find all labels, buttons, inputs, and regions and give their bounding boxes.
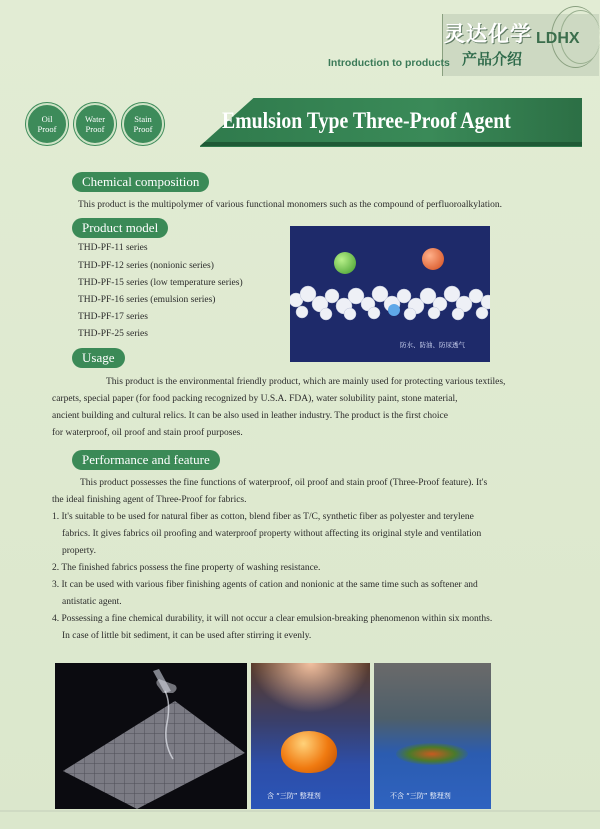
model-item: THD-PF-16 series (emulsion series) (78, 295, 216, 305)
title-underline (200, 146, 582, 147)
composition-text: This product is the multipolymer of various functional monomers such as the compound of perfluoroalkylation. (78, 200, 502, 210)
usage-line: ancient building and cultural relics. It can be also used in leather industry. The product is the first choice (52, 411, 448, 421)
stain-proof-badge: Stain Proof (122, 103, 164, 145)
performance-intro-line: the ideal finishing agent of Three-Proof for fabrics. (52, 495, 247, 505)
feature-point-cont: antistatic agent. (62, 597, 122, 607)
model-item: THD-PF-25 series (78, 329, 148, 339)
fabric-fiber-layer (290, 282, 490, 322)
model-item: THD-PF-12 series (nonionic series) (78, 261, 214, 271)
without-agent-photo (374, 663, 491, 809)
usage-line: carpets, special paper (for food packing recognized by U.S.A. FDA), water solubility paint, stone material, (52, 394, 458, 404)
feature-point-cont: fabrics. It gives fabrics oil proofing and waterproof property without affecting its original style and ventilation (62, 529, 482, 539)
footer-divider (0, 810, 600, 812)
section-title-cn: 产品介绍 (462, 50, 523, 68)
model-item: THD-PF-15 series (low temperature series) (78, 278, 243, 288)
absorbed-droplet-icon (388, 304, 400, 316)
usage-heading: Usage (72, 348, 125, 368)
water-proof-badge: Water Proof (74, 103, 116, 145)
composition-heading: Chemical composition (72, 172, 209, 192)
company-name-cn: 灵达化学 (444, 22, 532, 46)
without-agent-caption: 不含 “三防” 整理剂 (390, 792, 451, 800)
performance-heading: Performance and feature (72, 450, 220, 470)
feature-point: 2. The finished fabrics possess the fine property of washing resistance. (52, 563, 321, 573)
repellency-diagram-image (290, 226, 490, 362)
model-item: THD-PF-17 series (78, 312, 148, 322)
with-agent-photo (251, 663, 370, 809)
fabric-pour-photo (55, 663, 247, 809)
feature-point: 1. It's suitable to be used for natural fiber as cotton, blend fiber as T/C, synthetic fiber as polyester and terylene (52, 512, 474, 522)
oil-droplet-icon (334, 252, 356, 274)
oil-proof-badge: Oil Proof (26, 103, 68, 145)
section-title-en: Introduction to products (328, 57, 450, 69)
feature-point-cont: property. (62, 546, 96, 556)
usage-line: for waterproof, oil proof and stain proof purposes. (52, 428, 243, 438)
feature-point-cont: In case of little bit sediment, it can be used after stirring it evenly. (62, 631, 312, 641)
absorbed-stain-icon (396, 743, 468, 765)
beaded-droplet-icon (281, 731, 337, 773)
performance-intro-line: This product possesses the fine functions of waterproof, oil proof and stain proof (Three-Proof feature). It's (80, 478, 488, 488)
feature-point: 4. Possessing a fine chemical durability, it will not occur a clear emulsion-breaking phenomenon within six months. (52, 614, 493, 624)
page-title: Emulsion Type Three-Proof Agent (222, 108, 511, 133)
company-code: LDHX (536, 30, 580, 47)
model-heading: Product model (72, 218, 168, 238)
feature-point: 3. It can be used with various fiber finishing agents of cation and nonionic at the same time such as softener and (52, 580, 478, 590)
diagram-caption: 防水、防油、防尿透气 (400, 341, 465, 349)
usage-line: This product is the environmental friendly product, which are mainly used for protecting various textiles, (106, 377, 506, 387)
with-agent-caption: 含 “三防” 整理剂 (267, 792, 321, 800)
water-droplet-icon (422, 248, 444, 270)
model-item: THD-PF-11 series (78, 243, 148, 253)
